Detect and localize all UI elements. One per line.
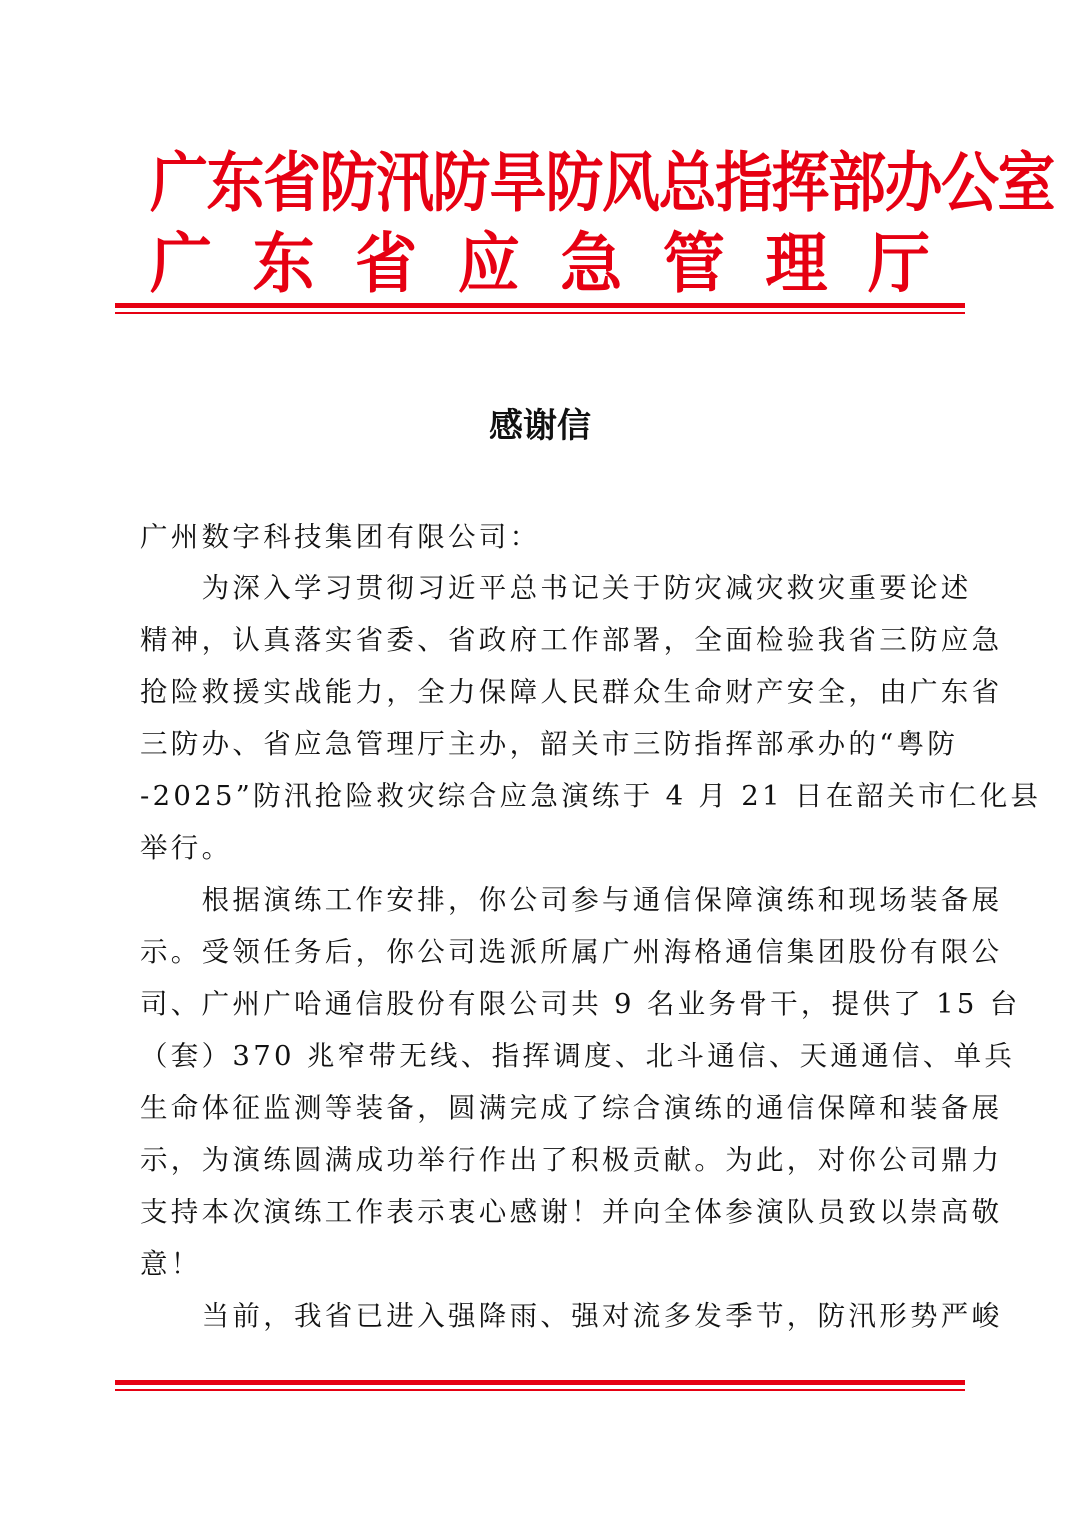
- header-divider-thick: [115, 303, 965, 308]
- body-line: 示。受领任务后，你公司选派所属广州海格通信集团股份有限公: [140, 936, 1003, 968]
- body-line: 根据演练工作安排，你公司参与通信保障演练和现场装备展: [140, 884, 1003, 916]
- body-line: 支持本次演练工作表示衷心感谢！并向全体参演队员致以崇高敬: [140, 1196, 1003, 1228]
- issuer-char: 广: [150, 225, 213, 302]
- body-line: -2025”防汛抢险救灾综合应急演练于 4 月 21 日在韶关市仁化县: [140, 780, 1042, 812]
- body-line: 三防办、省应急管理厅主办，韶关市三防指挥部承办的“粤防: [140, 728, 959, 760]
- issuer-char: 理: [765, 225, 828, 302]
- issuer-char: 东: [252, 225, 315, 302]
- body-line: 意！: [140, 1248, 202, 1280]
- body-line: 司、广州广哈通信股份有限公司共 9 名业务骨干，提供了 15 台: [140, 988, 1021, 1020]
- issuer-char: 厅: [867, 225, 930, 302]
- salutation: 广州数字科技集团有限公司：: [140, 521, 541, 553]
- footer-divider-thick: [115, 1380, 965, 1385]
- body-line: 生命体征监测等装备，圆满完成了综合演练的通信保障和装备展: [140, 1092, 1003, 1124]
- letter-title: 感谢信: [489, 406, 591, 446]
- body-line: 当前，我省已进入强降雨、强对流多发季节，防汛形势严峻: [140, 1300, 1003, 1332]
- issuer-name-line-1: 广东省防汛防旱防风总指挥部办公室: [150, 144, 1055, 221]
- body-line: 示，为演练圆满成功举行作出了积极贡献。为此，对你公司鼎力: [140, 1144, 1003, 1176]
- body-line: （套）370 兆窄带无线、指挥调度、北斗通信、天通通信、单兵: [140, 1040, 1016, 1072]
- body-line: 抢险救援实战能力，全力保障人民群众生命财产安全，由广东省: [140, 676, 1003, 708]
- issuer-char: 急: [560, 225, 623, 302]
- body-line: 为深入学习贯彻习近平总书记关于防灾减灾救灾重要论述: [140, 572, 972, 604]
- header-divider-thin: [115, 312, 965, 314]
- issuer-char: 应: [457, 225, 520, 302]
- footer-divider-thin: [115, 1389, 965, 1391]
- body-line: 举行。: [140, 832, 233, 864]
- issuer-name-line-2: [150, 222, 930, 306]
- issuer-char: 管: [662, 225, 725, 302]
- body-line: 精神，认真落实省委、省政府工作部署，全面检验我省三防应急: [140, 624, 1003, 656]
- issuer-char: 省: [355, 225, 418, 302]
